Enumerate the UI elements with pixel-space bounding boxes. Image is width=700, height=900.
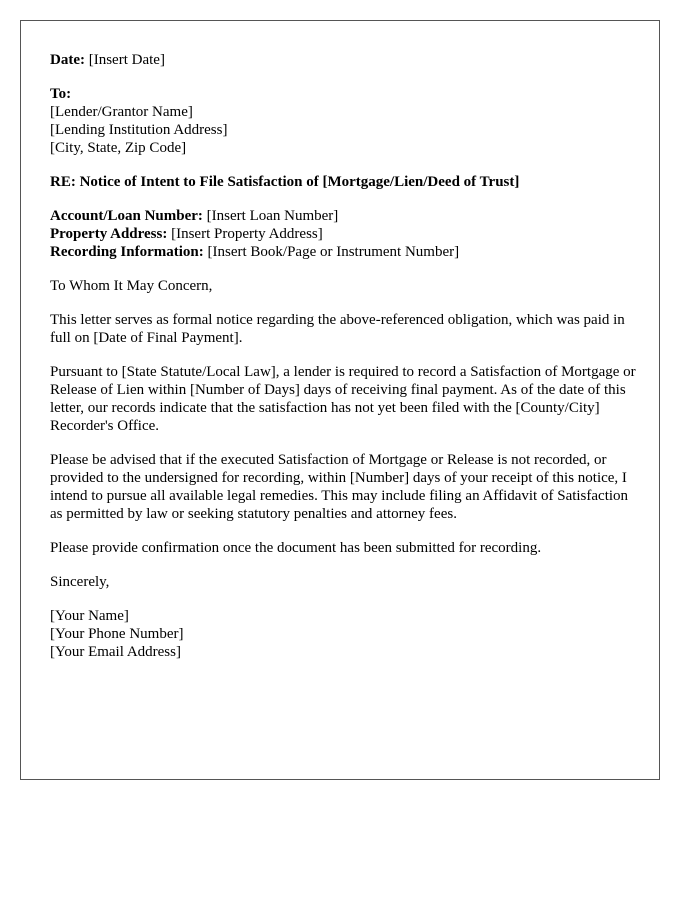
- date-label: Date:: [50, 52, 85, 68]
- signature-email: [Your Email Address]: [50, 644, 181, 660]
- letter-body: [50, 51, 640, 677]
- body-paragraph: Please provide confirmation once the document has been submitted for recording.: [50, 540, 542, 556]
- subject-line: [50, 173, 640, 191]
- signature-block: [50, 607, 640, 661]
- detail-recording: [50, 243, 640, 261]
- signature-phone: [Your Phone Number]: [50, 626, 184, 642]
- closing: Sincerely,: [50, 574, 110, 590]
- detail-label: Recording Information:: [50, 244, 204, 260]
- body-paragraph: This letter serves as formal notice regarding the above-referenced obligation, which was paid in full on [Date of Final Payment].: [50, 312, 625, 346]
- detail-value: [Insert Book/Page or Instrument Number]: [207, 244, 460, 260]
- recipient-city: [City, State, Zip Code]: [50, 140, 187, 156]
- detail-value: [Insert Property Address]: [171, 226, 323, 242]
- detail-property: [50, 225, 640, 243]
- details-block: [50, 207, 640, 261]
- body-paragraph: Please be advised that if the executed Satisfaction of Mortgage or Release is not recorded, or provided to the undersigned for recording, within [Number] days of your receipt of this notice, I intend to pursue all available legal remedies. This may include filing an Affidavit of Satisfaction as permitted by law or seeking statutory penalties and attorney fees.: [50, 452, 629, 522]
- detail-value: [Insert Loan Number]: [206, 208, 339, 224]
- signature-name: [Your Name]: [50, 608, 129, 624]
- recipient-address: [Lending Institution Address]: [50, 122, 228, 138]
- subject-text: RE: Notice of Intent to File Satisfaction of [Mortgage/Lien/Deed of Trust]: [50, 174, 520, 190]
- date-value: [Insert Date]: [88, 52, 165, 68]
- body-paragraph: Pursuant to [State Statute/Local Law], a lender is required to record a Satisfaction of Mortgage or Release of Lien within [Number of Days] days of receiving final payment. As of the date of this letter, our records indicate that the satisfaction has not yet been filed with the [County/City] Recorder's Office.: [50, 364, 636, 434]
- salutation: To Whom It May Concern,: [50, 278, 213, 294]
- recipient-block: [50, 85, 640, 157]
- detail-label: Account/Loan Number:: [50, 208, 203, 224]
- letter-page: [20, 20, 660, 780]
- detail-account: [50, 207, 640, 225]
- date-line: [50, 51, 640, 69]
- recipient-name: [Lender/Grantor Name]: [50, 104, 193, 120]
- recipient-label: To:: [50, 86, 72, 102]
- detail-label: Property Address:: [50, 226, 168, 242]
